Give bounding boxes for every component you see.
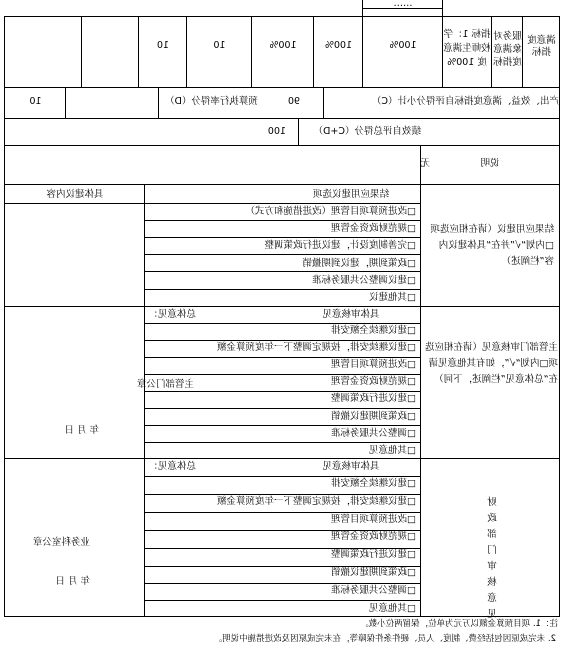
option-item[interactable]: □改进预算项目管理（改进措施和方式）	[245, 206, 416, 217]
section3-overall: 总体意见：	[148, 461, 196, 472]
option-item[interactable]: □规范财政资金管理	[331, 531, 416, 543]
section3-date: 年 月 日	[55, 576, 90, 587]
section2-col-opinion: 具体审核意见	[322, 309, 380, 320]
subtotal-d-label: 预算执行率得分（D）	[165, 96, 258, 107]
option-item[interactable]: □规范财政资金管理	[331, 223, 416, 235]
target-value: 100%	[389, 40, 417, 51]
option-item[interactable]: □建议进行政策调整	[331, 393, 416, 405]
section3-office-seal: 业务科室公章	[32, 537, 90, 548]
option-item[interactable]: □完善制度设计，建议进行政策调整	[264, 240, 416, 252]
section3-label: 财政部门审核意见	[487, 497, 497, 620]
option-item[interactable]: □改进预算项目管理	[331, 513, 416, 525]
option-item[interactable]: □建议继续安排，按规定调整下一年度预算金额	[217, 342, 416, 354]
ellipsis-top: ……	[393, 0, 413, 9]
option-item[interactable]: □建议继续全额安排	[331, 478, 416, 489]
section2-label: 主管部门审核意见（请在相应选项□内划“√”，如有其他意见请在“总体意见”栏阐述，下同）	[424, 342, 558, 385]
option-item[interactable]: □政策到期建议撤销	[331, 410, 416, 422]
option-item[interactable]: □规范财政资金管理	[331, 376, 416, 388]
total-value: 100	[267, 126, 286, 137]
option-item[interactable]: □建议调整公共服务标准	[312, 274, 416, 286]
label-service-satisfaction: 服务对象满意度指标	[493, 31, 522, 68]
section3-col-opinion: 具体审核意见	[322, 461, 380, 472]
option-item[interactable]: □改进预算项目管理	[331, 359, 416, 371]
section1-label: 结果应用建议（请在相应选项□内划“√”并在“具体建议内容”栏阐述）	[430, 224, 554, 267]
subtotal-label: 产出、效益、满意度指标自评得分小计（C）	[371, 96, 559, 107]
option-item[interactable]: □建议进行政策调整	[331, 549, 416, 561]
option-item[interactable]: □其他建议	[369, 292, 416, 303]
option-item[interactable]: □调整公共服务标准	[331, 584, 416, 596]
section2-date: 年 月 日	[64, 425, 99, 436]
total-label: 绩效自评总得分（C+D）	[313, 126, 421, 137]
label-satisfaction: 满意度指标	[527, 35, 556, 58]
section2-office-seal: 主管部门公章	[136, 379, 194, 390]
subtotal-c-value: 90	[287, 96, 301, 107]
weight-value: 10	[213, 40, 226, 51]
option-item[interactable]: □建议继续安排，按规定调整下一年度预算金额	[217, 495, 416, 507]
option-item[interactable]: □其他意见	[369, 444, 416, 456]
section2-overall: 总体意见：	[148, 309, 196, 320]
actual-value: 100%	[324, 40, 353, 51]
score-value: 10	[156, 40, 170, 51]
option-item[interactable]: □政策到期，建议到期撤销	[302, 257, 416, 269]
note-1: 注：1. 项目预算金额以万元为单位，保留两位小数。	[360, 619, 558, 629]
option-item[interactable]: □调整公共服务标准	[331, 427, 416, 439]
explain-label: 说明	[480, 158, 500, 169]
option-item[interactable]: □政策到期建议撤销	[331, 567, 416, 578]
section1-col-content: 具体建议内容	[46, 189, 104, 200]
completion-value: 100%	[269, 40, 297, 51]
indicator-text: 指标 1：学校师生满意度 100%	[443, 29, 491, 68]
option-item[interactable]: □建议继续全额安排	[331, 325, 416, 336]
section1-col-options: 结果应用建议选项	[313, 189, 390, 200]
option-item[interactable]: □其他意见	[369, 602, 416, 614]
explain-value: 无	[420, 158, 430, 169]
note-2: 2. 未完成原因包括经费、制度、人员、硬件条件保障等，在未完成原因及改进措施中说明。	[213, 634, 556, 644]
subtotal-d-value: 10	[29, 96, 42, 107]
